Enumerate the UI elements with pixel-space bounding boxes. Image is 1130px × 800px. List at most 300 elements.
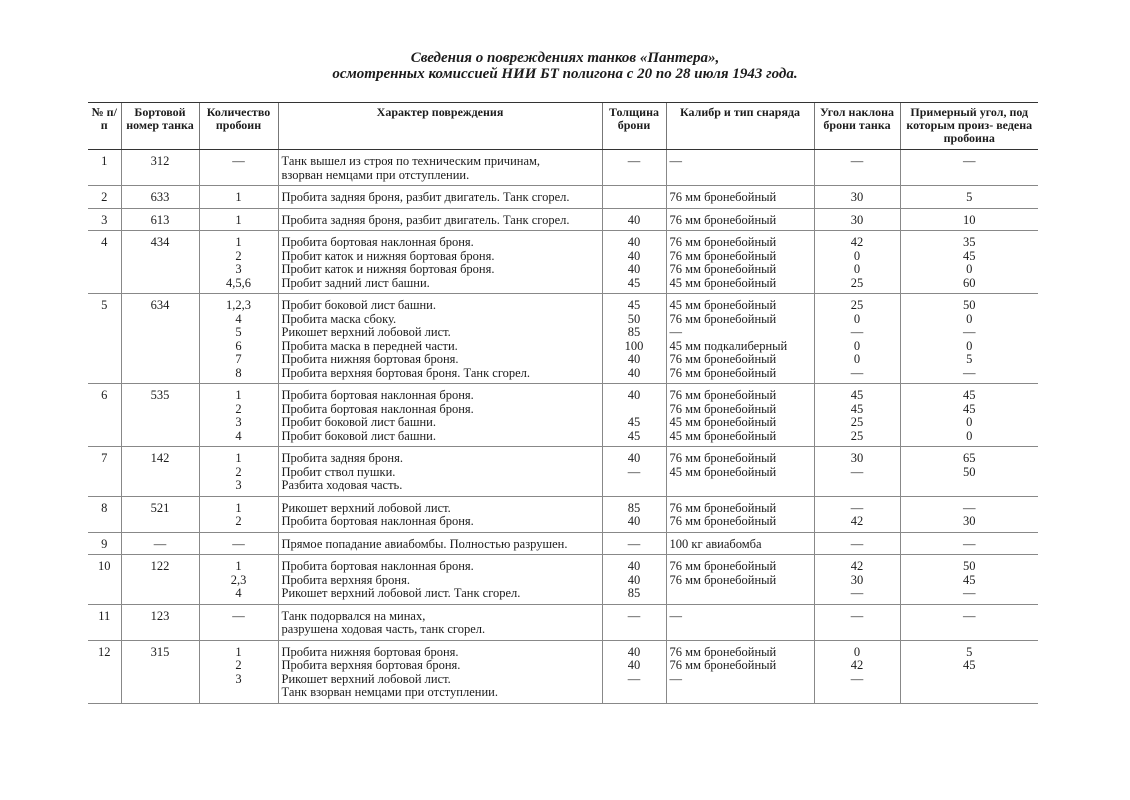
cell-line: 85 <box>627 325 641 339</box>
cell-line: 45 <box>963 388 976 402</box>
board-number-cell: 434 <box>121 231 199 294</box>
cell-line: 6 <box>235 338 242 353</box>
board-number-cell: 123 <box>121 604 199 640</box>
hit-count-cell <box>199 555 278 605</box>
shell-caliber-cell <box>666 447 814 497</box>
cell-line: — <box>963 586 976 600</box>
cell-line: 76 мм бронебойный <box>669 451 777 465</box>
hit-count-cell <box>199 604 278 640</box>
cell-line: 40 <box>627 262 641 276</box>
cell-line: 0 <box>853 338 861 353</box>
cell-line: Рикошет верхний лобовой лист. Танк сгорел. <box>281 586 521 600</box>
cell-line: 1 <box>235 644 242 659</box>
cell-line: 3 <box>235 262 242 276</box>
cell-line: 3 <box>235 415 242 429</box>
cell-line: Пробита маска в передней части. <box>281 338 458 353</box>
armor-angle-cell <box>814 496 900 532</box>
cell-line: 1 <box>235 190 242 204</box>
cell-line: — <box>627 464 641 479</box>
cell-line: 45 <box>627 275 641 290</box>
cell-line: Пробита бортовая наклонная броня. <box>281 514 474 528</box>
hit-count-cell <box>199 186 278 209</box>
cell-line: 4 <box>235 428 242 443</box>
cell-line: 35 <box>963 235 976 249</box>
hit-count-cell <box>199 496 278 532</box>
armor-angle-cell <box>814 231 900 294</box>
damage-description-cell <box>278 640 602 703</box>
armor-angle-cell <box>814 208 900 231</box>
damage-description-cell <box>278 604 602 640</box>
cell-line: 50 <box>963 464 976 479</box>
armor-angle-cell <box>814 555 900 605</box>
table-row <box>88 208 1038 231</box>
cell-line: 40 <box>627 644 641 659</box>
cell-line: — <box>850 154 864 168</box>
damage-description-cell <box>278 447 602 497</box>
shell-caliber-cell <box>666 640 814 703</box>
document-title <box>0 50 1130 82</box>
cell-line: 45 мм бронебойный <box>669 464 777 479</box>
cell-line: 1 <box>235 388 242 402</box>
cell-line: 40 <box>627 658 641 672</box>
cell-line: 76 мм бронебойный <box>669 644 777 659</box>
cell-line: 30 <box>850 572 864 587</box>
header-armor-angle: Угол наклона брони танка <box>814 103 900 150</box>
cell-line: 0 <box>966 428 973 443</box>
damage-description-cell <box>278 532 602 555</box>
hit-angle-cell <box>900 496 1038 532</box>
cell-line: — <box>850 671 864 686</box>
cell-line: 0 <box>853 644 861 659</box>
row-number-cell: 10 <box>88 555 121 605</box>
table-row <box>88 496 1038 532</box>
cell-line: 85 <box>627 500 641 515</box>
cell-line: взорван немцами при отступлении. <box>281 167 470 182</box>
cell-line: Пробит ствол пушки. <box>281 464 396 479</box>
board-number-cell: 521 <box>121 496 199 532</box>
cell-line: — <box>627 671 641 686</box>
cell-line: 45 <box>850 388 864 402</box>
damage-description-cell <box>278 208 602 231</box>
cell-line: — <box>627 608 641 623</box>
table-row <box>88 294 1038 384</box>
armor-thickness-cell <box>602 384 666 447</box>
damage-description-cell <box>278 555 602 605</box>
cell-line: — <box>850 536 864 551</box>
shell-caliber-cell <box>666 231 814 294</box>
cell-line: 0 <box>853 352 861 366</box>
cell-line: Пробита верхняя бортовая броня. <box>281 658 461 672</box>
hit-angle-cell <box>900 384 1038 447</box>
row-number-cell: 6 <box>88 384 121 447</box>
cell-line <box>606 479 663 493</box>
row-number-cell: 1 <box>88 150 121 186</box>
cell-line: 30 <box>963 514 976 528</box>
cell-line: 0 <box>966 415 973 429</box>
cell-line: Пробита верхняя бортовая броня. Танк сгорел. <box>281 365 531 380</box>
damage-description-cell <box>278 150 602 186</box>
cell-line: 2 <box>235 464 242 479</box>
cell-line: 25 <box>850 415 864 429</box>
cell-line: Танк подорвался на минах, <box>281 608 426 623</box>
title-line-1: Сведения о повреждениях танков «Пантера», <box>410 50 720 66</box>
row-number-cell: 11 <box>88 604 121 640</box>
cell-line: 45 <box>963 658 976 672</box>
cell-line: 76 мм бронебойный <box>669 248 777 263</box>
cell-line: Рикошет верхний лобовой лист. <box>281 500 451 515</box>
cell-line: — <box>850 365 864 380</box>
cell-line: 76 мм бронебойный <box>669 401 777 416</box>
cell-line: — <box>669 154 682 168</box>
armor-thickness-cell <box>602 447 666 497</box>
cell-line <box>904 673 1036 687</box>
cell-line: — <box>963 325 976 339</box>
cell-line: Пробит боковой лист башни. <box>281 298 436 312</box>
cell-line: 4 <box>235 586 242 600</box>
cell-line: 42 <box>850 514 864 528</box>
hit-count-cell <box>199 384 278 447</box>
table-header-row <box>88 103 1038 150</box>
shell-caliber-cell <box>666 384 814 447</box>
cell-line: 5 <box>966 352 973 366</box>
cell-line: — <box>963 365 976 380</box>
cell-line: 76 мм бронебойный <box>669 352 777 366</box>
damage-description-cell <box>278 294 602 384</box>
cell-line: 76 мм бронебойный <box>669 311 777 326</box>
cell-line: 45 <box>627 428 641 443</box>
cell-line: 5 <box>235 325 242 339</box>
cell-line: — <box>232 608 245 623</box>
cell-line: 3 <box>235 671 242 686</box>
cell-line: 100 <box>624 338 644 353</box>
cell-line: 0 <box>966 311 973 326</box>
hit-angle-cell <box>900 208 1038 231</box>
cell-line: Пробит каток и нижняя бортовая броня. <box>281 262 495 276</box>
table-row <box>88 604 1038 640</box>
armor-angle-cell <box>814 150 900 186</box>
cell-line: — <box>669 671 682 686</box>
cell-line: 30 <box>850 212 864 227</box>
hit-angle-cell <box>900 604 1038 640</box>
cell-line: 76 мм бронебойный <box>669 262 777 276</box>
cell-line: — <box>963 154 976 168</box>
hit-angle-cell <box>900 555 1038 605</box>
hit-angle-cell <box>900 532 1038 555</box>
cell-line: Пробита бортовая наклонная броня. <box>281 401 474 416</box>
cell-line <box>904 479 1036 493</box>
cell-line: 2 <box>235 248 242 263</box>
table-row <box>88 555 1038 605</box>
armor-angle-cell <box>814 294 900 384</box>
table-row <box>88 231 1038 294</box>
cell-line: 4 <box>235 311 242 326</box>
cell-line: 40 <box>627 248 641 263</box>
cell-line: — <box>963 500 976 515</box>
cell-line: — <box>232 536 245 551</box>
armor-thickness-cell <box>602 231 666 294</box>
cell-line: 40 <box>627 388 641 402</box>
board-number-cell: 142 <box>121 447 199 497</box>
cell-line: 50 <box>963 298 976 312</box>
cell-line: 45 мм подкалиберный <box>669 338 788 353</box>
cell-line: 45 <box>963 248 976 263</box>
hit-angle-cell <box>900 294 1038 384</box>
cell-line: 0 <box>853 262 861 276</box>
row-number-cell: 2 <box>88 186 121 209</box>
shell-caliber-cell <box>666 294 814 384</box>
armor-thickness-cell <box>602 604 666 640</box>
cell-line: Пробита маска сбоку. <box>281 311 397 326</box>
damage-description-cell <box>278 496 602 532</box>
cell-line: 0 <box>966 338 973 353</box>
cell-line: 40 <box>627 235 641 249</box>
armor-thickness-cell <box>602 294 666 384</box>
shell-caliber-cell <box>666 208 814 231</box>
table-row <box>88 384 1038 447</box>
cell-line: Пробит боковой лист башни. <box>281 415 436 429</box>
cell-line <box>818 479 897 493</box>
table-row <box>88 447 1038 497</box>
damage-table <box>88 102 1038 704</box>
hit-angle-cell <box>900 640 1038 703</box>
armor-angle-cell <box>814 604 900 640</box>
board-number-cell: 312 <box>121 150 199 186</box>
cell-line: 42 <box>850 658 864 672</box>
armor-thickness-cell <box>602 496 666 532</box>
cell-line: — <box>627 536 641 551</box>
cell-line: 45 <box>963 401 976 416</box>
row-number-cell: 4 <box>88 231 121 294</box>
damage-description-cell <box>278 384 602 447</box>
shell-caliber-cell <box>666 186 814 209</box>
damage-description-cell <box>278 231 602 294</box>
header-hit-count: Количество пробоин <box>199 103 278 150</box>
cell-line: 85 <box>627 586 641 600</box>
cell-line: 45 мм бронебойный <box>669 415 777 429</box>
cell-line: 76 мм бронебойный <box>669 365 777 380</box>
cell-line: Пробита бортовая наклонная броня. <box>281 559 474 573</box>
board-number-cell: 613 <box>121 208 199 231</box>
cell-line: Разбита ходовая часть. <box>281 478 403 492</box>
cell-line: — <box>850 325 864 339</box>
cell-line: Пробита задняя броня. <box>281 451 403 465</box>
armor-angle-cell <box>814 186 900 209</box>
cell-line: 40 <box>627 572 641 587</box>
hit-count-cell <box>199 231 278 294</box>
cell-line: Пробита бортовая наклонная броня. <box>281 388 474 402</box>
cell-line: 45 мм бронебойный <box>669 298 777 312</box>
armor-angle-cell <box>814 532 900 555</box>
hit-count-cell <box>199 208 278 231</box>
cell-line: Пробита задняя броня, разбит двигатель. Танк сгорел. <box>281 190 570 204</box>
row-number-cell: 3 <box>88 208 121 231</box>
cell-line: Рикошет верхний лобовой лист. <box>281 671 451 686</box>
cell-line: 30 <box>850 451 864 465</box>
cell-line: Пробита нижняя бортовая броня. <box>281 352 459 366</box>
shell-caliber-cell <box>666 532 814 555</box>
header-number: № п/п <box>88 103 121 150</box>
cell-line: 40 <box>627 451 641 465</box>
cell-line: 45 <box>627 298 641 312</box>
cell-line: — <box>850 608 864 623</box>
cell-line: 2 <box>235 514 242 528</box>
cell-line: 76 мм бронебойный <box>669 514 777 528</box>
cell-line: Пробита верхняя броня. <box>281 572 410 587</box>
board-number-cell: 634 <box>121 294 199 384</box>
cell-line: Пробит боковой лист башни. <box>281 428 436 443</box>
cell-line: 10 <box>963 212 976 227</box>
cell-line: 45 <box>627 415 641 429</box>
cell-line: 76 мм бронебойный <box>669 388 777 402</box>
cell-line: 76 мм бронебойный <box>669 190 777 204</box>
cell-line: Рикошет верхний лобовой лист. <box>281 325 451 339</box>
row-number-cell: 12 <box>88 640 121 703</box>
hit-count-cell <box>199 640 278 703</box>
table-row <box>88 532 1038 555</box>
cell-line: 45 <box>850 401 864 416</box>
cell-line: 2,3 <box>230 572 247 587</box>
cell-line: 76 мм бронебойный <box>669 572 777 587</box>
cell-line: — <box>963 536 976 551</box>
board-number-cell: 315 <box>121 640 199 703</box>
armor-thickness-cell <box>602 186 666 209</box>
cell-line: 8 <box>235 365 242 380</box>
cell-line: 1,2,3 <box>226 298 251 312</box>
cell-line: 1 <box>235 500 242 515</box>
cell-line: 30 <box>850 190 864 204</box>
cell-line: 25 <box>850 298 864 312</box>
armor-angle-cell <box>814 640 900 703</box>
row-number-cell: 5 <box>88 294 121 384</box>
cell-line: — <box>850 500 864 515</box>
cell-line: 76 мм бронебойный <box>669 559 777 573</box>
armor-angle-cell <box>814 384 900 447</box>
cell-line: 40 <box>627 559 641 573</box>
row-number-cell: 8 <box>88 496 121 532</box>
cell-line: Пробита нижняя бортовая броня. <box>281 644 459 659</box>
cell-line: 40 <box>627 365 641 380</box>
armor-thickness-cell <box>602 150 666 186</box>
cell-line: 76 мм бронебойный <box>669 500 777 515</box>
cell-line <box>670 587 811 601</box>
cell-line: 45 <box>963 572 976 587</box>
cell-line: — <box>669 325 682 339</box>
cell-line: 2 <box>235 658 242 672</box>
cell-line: 25 <box>850 275 864 290</box>
cell-line: 5 <box>966 190 973 204</box>
cell-line: 7 <box>235 352 242 366</box>
cell-line: — <box>232 154 245 168</box>
board-number-cell: — <box>121 532 199 555</box>
cell-line: 1 <box>235 559 242 573</box>
cell-line: 45 мм бронебойный <box>669 275 777 290</box>
cell-line: Прямое попадание авиабомбы. Полностью разрушен. <box>281 536 568 551</box>
cell-line: — <box>669 608 682 623</box>
shell-caliber-cell <box>666 555 814 605</box>
board-number-cell: 633 <box>121 186 199 209</box>
hit-count-cell <box>199 150 278 186</box>
cell-line: 40 <box>627 514 641 528</box>
cell-line: 42 <box>850 559 864 573</box>
cell-line: 0 <box>966 262 973 276</box>
cell-line: 4,5,6 <box>226 275 251 290</box>
cell-line: 76 мм бронебойный <box>669 658 777 672</box>
table-row <box>88 150 1038 186</box>
header-shell-caliber: Калибр и тип снаряда <box>666 103 814 150</box>
row-number-cell: 9 <box>88 532 121 555</box>
cell-line: Пробита задняя броня, разбит двигатель. Танк сгорел. <box>281 212 570 227</box>
hit-count-cell <box>199 447 278 497</box>
cell-line: Пробит каток и нижняя бортовая броня. <box>281 248 495 263</box>
cell-line: 40 <box>627 352 641 366</box>
cell-line: Танк взорван немцами при отступлении. <box>281 685 498 699</box>
cell-line: Танк вышел из строя по техническим причинам, <box>281 154 541 168</box>
board-number-cell: 535 <box>121 384 199 447</box>
cell-line: — <box>627 154 641 168</box>
armor-thickness-cell <box>602 532 666 555</box>
cell-line: 40 <box>627 212 641 227</box>
armor-angle-cell <box>814 447 900 497</box>
shell-caliber-cell <box>666 604 814 640</box>
cell-line <box>606 191 663 205</box>
cell-line: 45 мм бронебойный <box>669 428 777 443</box>
cell-line: 25 <box>850 428 864 443</box>
hit-count-cell <box>199 532 278 555</box>
cell-line: 2 <box>235 401 242 416</box>
cell-line: — <box>850 464 864 479</box>
cell-line: Пробит задний лист башни. <box>281 275 430 290</box>
hit-angle-cell <box>900 186 1038 209</box>
cell-line: 50 <box>627 311 641 326</box>
hit-angle-cell <box>900 231 1038 294</box>
cell-line: 60 <box>963 275 976 290</box>
cell-line: — <box>963 608 976 623</box>
cell-line: — <box>850 586 864 600</box>
cell-line: 0 <box>853 248 861 263</box>
cell-line: 0 <box>853 311 861 326</box>
cell-line: 1 <box>235 235 242 249</box>
cell-line: Пробита бортовая наклонная броня. <box>281 235 474 249</box>
hit-angle-cell <box>900 150 1038 186</box>
header-hit-angle: Примерный угол, под которым произ- ведена пробоина <box>900 103 1038 150</box>
cell-line: 5 <box>966 644 973 659</box>
cell-line: 1 <box>235 212 242 227</box>
table-body <box>88 150 1038 704</box>
cell-line <box>606 403 663 417</box>
shell-caliber-cell <box>666 496 814 532</box>
cell-line <box>670 479 811 493</box>
hit-count-cell <box>199 294 278 384</box>
board-number-cell: 122 <box>121 555 199 605</box>
header-board-number: Бортовой номер танка <box>121 103 199 150</box>
cell-line: 100 кг авиабомба <box>669 536 762 551</box>
cell-line: 65 <box>963 451 976 465</box>
armor-thickness-cell <box>602 208 666 231</box>
cell-line: 50 <box>963 559 976 573</box>
armor-thickness-cell <box>602 555 666 605</box>
header-armor-thickness: Толщина брони <box>602 103 666 150</box>
table-row <box>88 640 1038 703</box>
title-line-2: осмотренных комиссией НИИ БТ полигона с 20 по 28 июля 1943 года. <box>332 66 798 82</box>
cell-line: 1 <box>235 451 242 465</box>
row-number-cell: 7 <box>88 447 121 497</box>
cell-line: 42 <box>850 235 864 249</box>
cell-line: 76 мм бронебойный <box>669 235 777 249</box>
cell-line: 3 <box>235 478 242 492</box>
cell-line: 76 мм бронебойный <box>669 212 777 227</box>
table-row <box>88 186 1038 209</box>
armor-thickness-cell <box>602 640 666 703</box>
